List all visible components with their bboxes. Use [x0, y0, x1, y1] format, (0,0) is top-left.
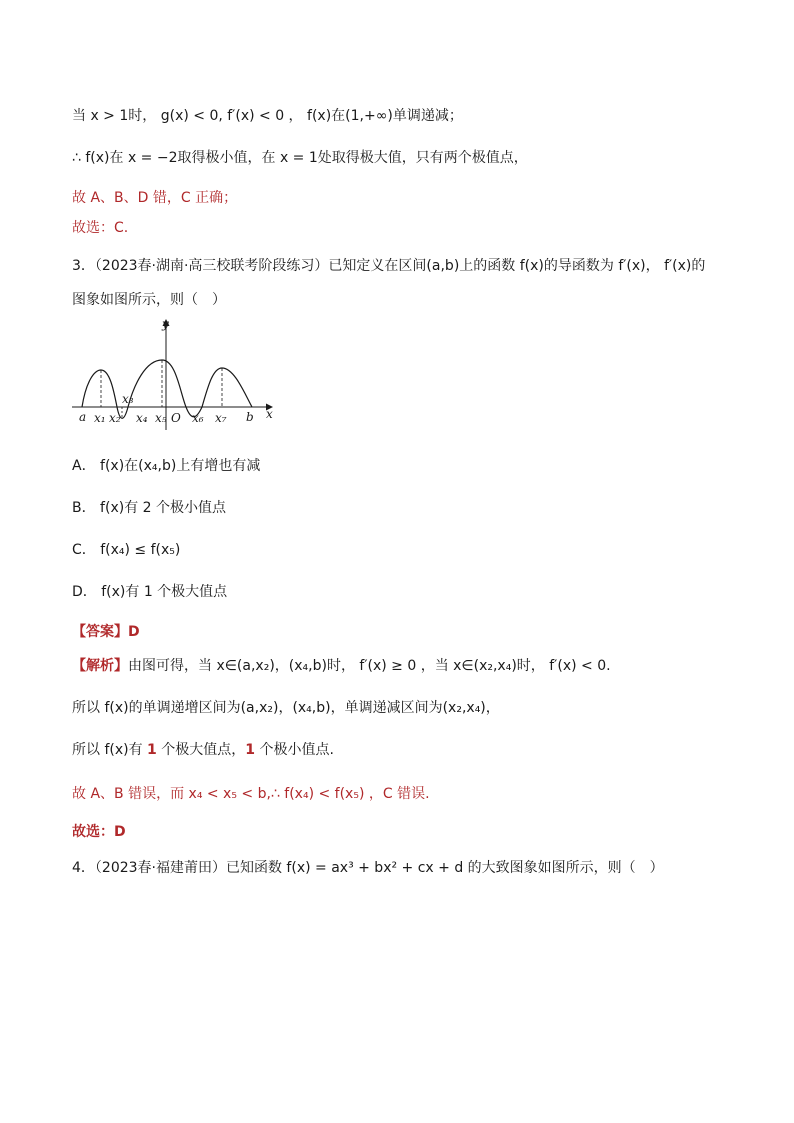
- label-x1: x₁: [94, 411, 106, 425]
- analysis-3b: 1: [147, 742, 157, 758]
- option-a: A． f(x)在(x₄,b)上有增也有减: [72, 458, 261, 474]
- option-d: D． f(x)有 1 个极大值点: [72, 584, 228, 600]
- analysis-line-1: [72, 656, 611, 676]
- label-x4: x₄: [136, 411, 148, 425]
- analysis-line-4: 故 A、B 错误，而 x₄ < x₅ < b,∴ f(x₄) < f(x₅) ，C 错误.: [72, 786, 430, 802]
- derivative-curve: [82, 360, 252, 418]
- analysis-3c: 个极大值点，: [156, 742, 246, 758]
- question-4-stem: 4．（2023春·福建莆田）已知函数 f(x) = ax³ + bx² + cx + d 的大致图象如图所示，则（ ）: [72, 860, 664, 876]
- final-answer: 故选：D: [72, 824, 126, 840]
- label-x: x: [266, 407, 273, 421]
- analysis-tag: 【解析】: [72, 658, 128, 674]
- solution-line-2: ∴ f(x)在 x = −2取得极小值，在 x = 1处取得极大值，只有两个极值点，: [72, 150, 528, 166]
- analysis-text-1: 由图可得，当 x∈(a,x₂)，(x₄,b)时， f′(x) ≥ 0 ，当 x∈(x₂,x₄)时， f′(x) < 0.: [128, 658, 611, 674]
- answer-tag: 【答案】: [72, 624, 128, 640]
- option-b: B． f(x)有 2 个极小值点: [72, 500, 226, 516]
- label-origin: O: [171, 411, 181, 425]
- solution-line-4: 故选：C.: [72, 220, 129, 236]
- analysis-line-3: [72, 740, 334, 760]
- label-x5: x₅: [155, 411, 167, 425]
- label-x2: x₂: [109, 411, 121, 425]
- analysis-3e: 个极小值点.: [255, 742, 334, 758]
- question-3-stem: 3．（2023春·湖南·高三校联考阶段练习）已知定义在区间(a,b)上的函数 f(x)的导函数为 f′(x)， f′(x)的: [72, 258, 706, 274]
- label-y: y: [162, 317, 169, 331]
- analysis-3a: 所以 f(x)有: [72, 742, 148, 758]
- solution-line-1: 当 x > 1时， g(x) < 0, f′(x) < 0 ， f(x)在(1,+∞)单调递减；: [72, 108, 463, 124]
- question-3-stem-2: 图象如图所示，则（ ）: [72, 292, 226, 308]
- analysis-line-2: 所以 f(x)的单调递增区间为(a,x₂)，(x₄,b)，单调递减区间为(x₂,x₄)，: [72, 700, 500, 716]
- label-x7: x₇: [215, 411, 227, 425]
- label-b: b: [246, 410, 254, 424]
- option-c: C． f(x₄) ≤ f(x₅): [72, 542, 181, 558]
- answer-value: D: [128, 624, 140, 640]
- solution-line-3: 故 A、B、D 错，C 正确；: [72, 190, 238, 206]
- answer-line: [72, 622, 140, 642]
- derivative-graph: [68, 312, 288, 432]
- label-x6: x₆: [192, 411, 204, 425]
- label-a: a: [79, 410, 87, 424]
- analysis-3d: 1: [245, 742, 255, 758]
- label-x3: x₃: [122, 392, 134, 406]
